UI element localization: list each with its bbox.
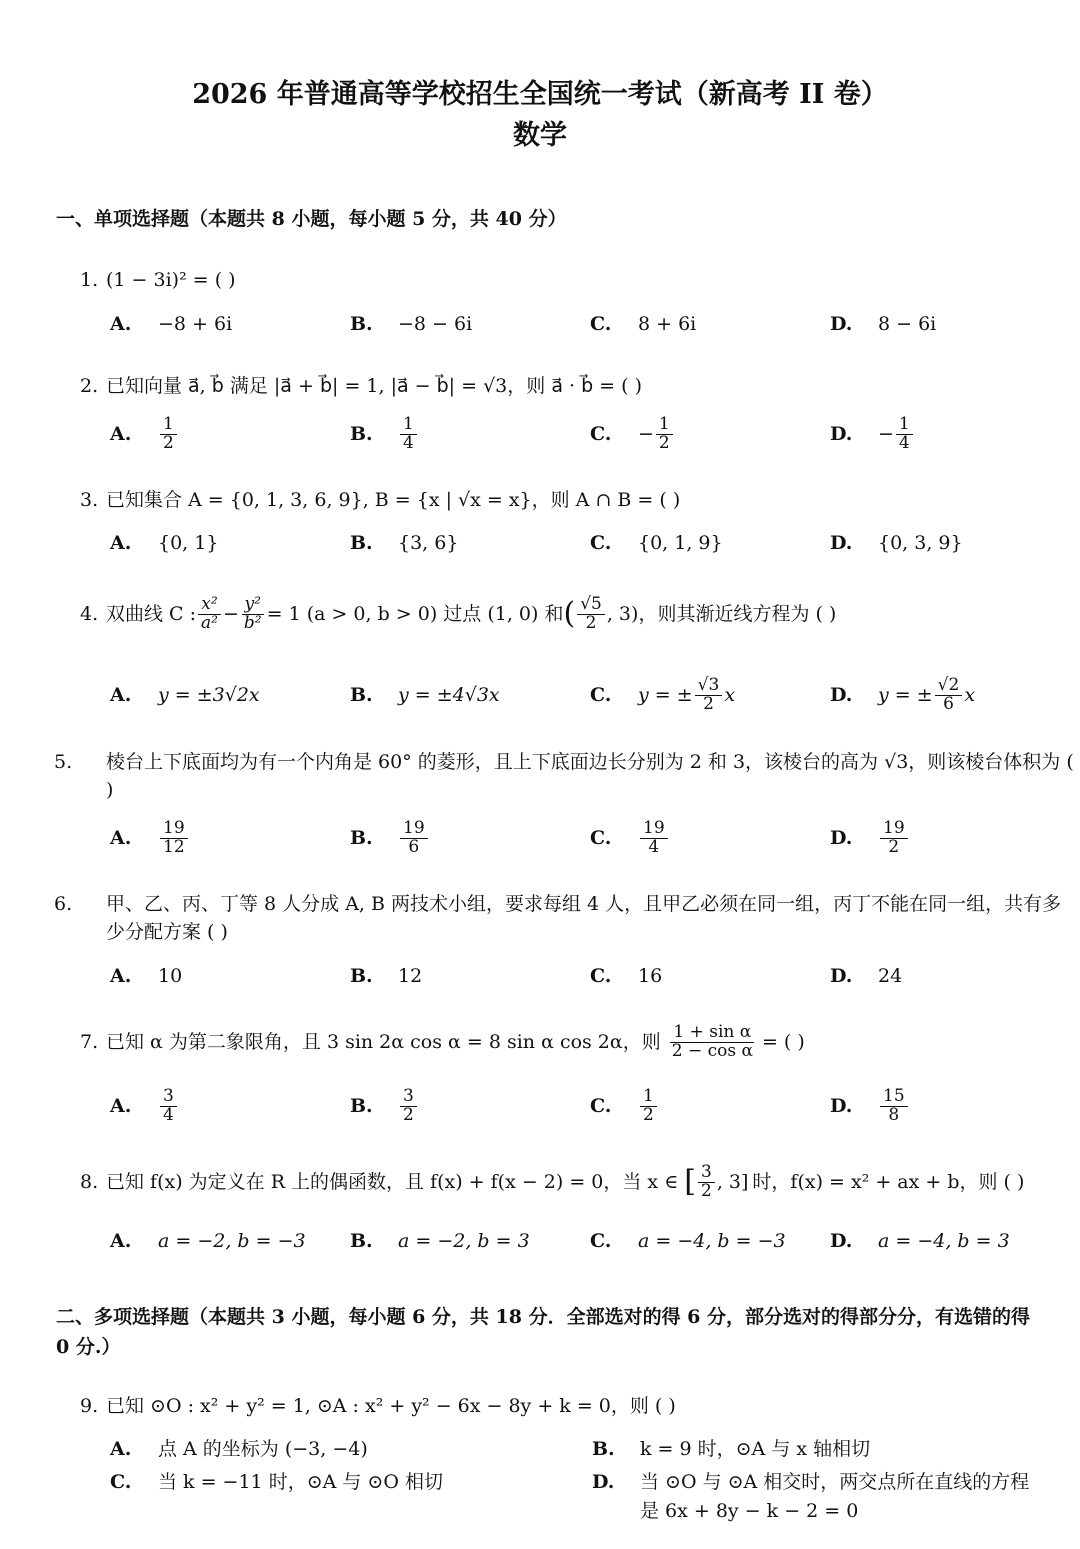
- numerator: 15: [880, 1088, 908, 1107]
- question-number: 8.: [80, 1171, 99, 1194]
- denominator: 2: [703, 693, 714, 714]
- question-stem-part: 已知 f(x) 为定义在 R 上的偶函数，且 f(x) + f(x − 2) = 0，当 x ∈: [106, 1171, 679, 1194]
- option-text: 是 6x + 8y − k − 2 = 0: [640, 1500, 859, 1522]
- interval-rest: , 3]: [716, 1171, 749, 1194]
- question-stem-part: ，则其渐近线方程为 ( ): [638, 603, 837, 626]
- option-label: B.: [350, 827, 373, 849]
- question-stem: (1 − 3i)² = ( ): [106, 269, 236, 291]
- numerator: x²: [198, 596, 220, 615]
- numerator: 1: [656, 416, 673, 435]
- option-a[interactable]: [110, 1221, 306, 1261]
- option-label: A.: [110, 423, 132, 445]
- numerator: 1: [896, 416, 913, 435]
- numerator: √3: [695, 677, 723, 696]
- numerator: 19: [640, 820, 668, 839]
- option-text: 8 + 6i: [638, 313, 697, 335]
- denominator: 4: [648, 836, 660, 857]
- option-c[interactable]: [590, 818, 670, 858]
- option-b[interactable]: [350, 1221, 530, 1261]
- option-label: C.: [590, 1230, 612, 1252]
- option-b[interactable]: [350, 675, 500, 715]
- option-label: C.: [590, 684, 612, 706]
- numerator: 1 + sin α: [670, 1024, 754, 1043]
- hyperbola-y-term: [241, 596, 265, 633]
- option-text: a = −4, b = −3: [638, 1230, 786, 1252]
- option-label: B.: [350, 684, 373, 706]
- option-label: A.: [110, 1438, 132, 1460]
- option-a[interactable]: [110, 523, 218, 563]
- question-stem: 已知集合 A = {0, 1, 3, 6, 9}, B = {x | √x = x}，则 A ∩ B = ( ): [106, 489, 681, 511]
- denominator: 4: [403, 432, 414, 453]
- question-5: [54, 748, 1076, 804]
- option-text: k = 9 时，⊙A 与 x 轴相切: [640, 1438, 871, 1460]
- denominator: 8: [888, 1104, 900, 1125]
- option-label: A.: [110, 684, 132, 706]
- option-label: A.: [110, 965, 132, 987]
- option-a[interactable]: [110, 304, 232, 344]
- hyperbola-x-term: [198, 596, 221, 633]
- question-7-options: [110, 1086, 1060, 1126]
- option-label: D.: [830, 1230, 853, 1252]
- option-label: B.: [350, 532, 373, 554]
- option-fraction: [935, 674, 963, 714]
- denominator: 2: [163, 432, 174, 453]
- option-d[interactable]: [830, 956, 902, 996]
- numerator: 19: [400, 820, 428, 839]
- option-c[interactable]: [590, 1221, 786, 1261]
- option-fraction: [160, 817, 188, 857]
- question-stem: 甲、乙、丙、丁等 8 人分成 A, B 两技术小组，要求每组 4 人，且甲乙必须在同一组，丙丁不能在同一组，共有多少分配方案 ( ): [106, 893, 1062, 943]
- option-fraction: [896, 413, 913, 453]
- denominator: 6: [408, 836, 420, 857]
- option-c[interactable]: [590, 523, 723, 563]
- minus-sign: −: [222, 603, 239, 626]
- denominator: 2: [643, 1104, 654, 1125]
- option-label: C.: [590, 827, 612, 849]
- option-a[interactable]: [110, 414, 179, 454]
- option-c[interactable]: [590, 1086, 659, 1126]
- option-text: 当 ⊙O 与 ⊙A 相交时，两交点所在直线的方程: [640, 1471, 1030, 1493]
- option-label: D.: [830, 965, 853, 987]
- numerator: √2: [935, 677, 963, 696]
- option-label: B.: [350, 423, 373, 445]
- question-2-options: [110, 414, 1060, 454]
- option-label: B.: [350, 1230, 373, 1252]
- denominator: 2: [403, 1104, 414, 1125]
- option-label: C.: [110, 1471, 132, 1493]
- option-a[interactable]: [110, 1086, 179, 1126]
- option-label: D.: [830, 1095, 853, 1117]
- question-stem-part: 时，f(x) = x² + ax + b，则 ( ): [752, 1171, 1025, 1194]
- option-text: 16: [638, 965, 663, 987]
- question-1: [80, 266, 1060, 294]
- option-sign: −: [878, 423, 894, 445]
- option-c[interactable]: [590, 414, 675, 454]
- numerator: 3: [400, 1088, 417, 1107]
- option-label: A.: [110, 532, 132, 554]
- option-a[interactable]: [110, 956, 182, 996]
- question-4-options: [110, 675, 1060, 715]
- option-label: D.: [830, 313, 853, 335]
- option-fraction: [400, 1085, 417, 1125]
- option-label: D.: [830, 684, 853, 706]
- option-fraction: [656, 413, 673, 453]
- question-number: 9.: [80, 1395, 99, 1417]
- denominator: 12: [163, 836, 185, 857]
- option-text: a = −2, b = 3: [398, 1230, 530, 1252]
- option-fraction: [400, 413, 417, 453]
- question-2: [80, 372, 1060, 400]
- denominator: 2 − cos α: [671, 1040, 753, 1061]
- section-2-title: 二、多项选择题（本题共 3 小题，每小题 6 分，共 18 分．全部选对的得 6 分，部分选对的得部分分，有选错的得 0 分.）: [56, 1306, 1031, 1358]
- option-text: {0, 1, 9}: [638, 532, 723, 554]
- denominator: b²: [243, 612, 262, 633]
- option-a[interactable]: [110, 675, 260, 715]
- question-6: [54, 890, 1076, 946]
- option-label: A.: [110, 827, 132, 849]
- option-text: {0, 1}: [158, 532, 219, 554]
- option-text: a = −2, b = −3: [158, 1230, 306, 1252]
- denominator: 6: [943, 693, 954, 714]
- option-d[interactable]: [830, 1086, 910, 1126]
- option-text-suffix: x: [724, 684, 736, 706]
- question-number: 6.: [54, 893, 73, 915]
- option-text: 8 − 6i: [878, 313, 937, 335]
- numerator: 19: [160, 820, 188, 839]
- option-label: A.: [110, 1095, 132, 1117]
- option-b[interactable]: [350, 304, 472, 344]
- option-text: 24: [878, 965, 903, 987]
- question-stem-part: = ( ): [761, 1031, 805, 1054]
- option-label: D.: [830, 532, 853, 554]
- option-text: 10: [158, 965, 183, 987]
- option-text: a = −4, b = 3: [878, 1230, 1010, 1252]
- question-number: 7.: [80, 1031, 99, 1054]
- numerator: 3: [160, 1088, 177, 1107]
- denominator: 2: [658, 432, 670, 453]
- option-text: y = ±: [878, 684, 933, 706]
- option-text: −8 − 6i: [398, 313, 473, 335]
- question-stem: 已知向量 a⃗, b⃗ 满足 |a⃗ + b⃗| = 1, |a⃗ − b⃗| = √3，则 a⃗ · b⃗ = ( ): [106, 375, 642, 397]
- point-rest: , 3): [606, 603, 639, 626]
- option-label: A.: [110, 1230, 132, 1252]
- option-d-continuation: [640, 1496, 858, 1526]
- question-number: 4.: [80, 603, 99, 626]
- option-a[interactable]: [110, 1434, 368, 1464]
- denominator: 4: [163, 1104, 174, 1125]
- option-d[interactable]: [592, 1467, 1029, 1497]
- option-text-suffix: x: [964, 684, 976, 706]
- option-fraction: [640, 1085, 657, 1125]
- option-text: −8 + 6i: [158, 313, 233, 335]
- option-d[interactable]: [830, 1221, 1010, 1261]
- numerator: 1: [160, 416, 177, 435]
- option-text: 当 k = −11 时，⊙A 与 ⊙O 相切: [158, 1471, 443, 1493]
- interval-open-bracket: [: [684, 1164, 696, 1200]
- option-text: y = ±3√2x: [158, 684, 260, 706]
- option-fraction: [400, 817, 428, 857]
- option-b[interactable]: [592, 1434, 870, 1464]
- question-stem-part: 已知 α 为第二象限角，且 3 sin 2α cos α = 8 sin α cos 2α，则: [106, 1031, 661, 1054]
- option-text: 点 A 的坐标为 (−3, −4): [158, 1438, 368, 1460]
- option-c[interactable]: [590, 956, 662, 996]
- option-label: D.: [830, 827, 853, 849]
- option-b[interactable]: [350, 956, 422, 996]
- question-number: 5.: [54, 751, 73, 773]
- option-label: B.: [350, 1095, 373, 1117]
- numerator: √5: [577, 596, 605, 615]
- exam-title: 2026 年普通高等学校招生全国统一考试（新高考 II 卷）: [192, 79, 888, 110]
- question-9: [80, 1392, 1060, 1420]
- question-4: [80, 596, 1060, 633]
- point-open-paren: (: [563, 596, 576, 632]
- option-label: B.: [350, 313, 373, 335]
- question-stem: 棱台上下底面均为有一个内角是 60° 的菱形，且上下底面边长分别为 2 和 3，该棱台的高为 √3，则该棱台体积为 ( ): [106, 751, 1074, 801]
- option-text: {3, 6}: [398, 532, 459, 554]
- numerator: 3: [698, 1164, 715, 1183]
- option-fraction: [695, 674, 723, 714]
- question-5-options: [110, 818, 1060, 858]
- option-label: A.: [110, 313, 132, 335]
- numerator: y²: [242, 596, 264, 615]
- question-number: 3.: [80, 489, 99, 511]
- option-fraction: [640, 817, 668, 857]
- question-number: 2.: [80, 375, 99, 397]
- option-b[interactable]: [350, 523, 458, 563]
- option-text: 12: [398, 965, 423, 987]
- option-c[interactable]: [110, 1467, 443, 1497]
- option-label: D.: [830, 423, 853, 445]
- interval-fraction: [698, 1164, 715, 1201]
- option-label: B.: [592, 1438, 615, 1460]
- section-1-title: 一、单项选择题（本题共 8 小题，每小题 5 分，共 40 分）: [56, 208, 567, 230]
- option-label: C.: [590, 965, 612, 987]
- option-sign: −: [638, 423, 654, 445]
- option-label: C.: [590, 313, 612, 335]
- option-a[interactable]: [110, 818, 190, 858]
- question-1-options: [110, 304, 1060, 344]
- option-fraction: [880, 1085, 908, 1125]
- option-text: y = ±4√3x: [398, 684, 500, 706]
- expression-fraction: [669, 1024, 756, 1061]
- option-d[interactable]: [830, 523, 963, 563]
- option-label: B.: [350, 965, 373, 987]
- numerator: 1: [640, 1088, 657, 1107]
- option-text: {0, 3, 9}: [878, 532, 963, 554]
- question-3: [80, 486, 1060, 514]
- option-c[interactable]: [590, 304, 696, 344]
- option-label: C.: [590, 1095, 612, 1117]
- option-b[interactable]: [350, 1086, 419, 1126]
- denominator: 2: [888, 836, 900, 857]
- question-stem-part: = 1 (a > 0, b > 0) 过点 (1, 0) 和: [266, 603, 564, 626]
- option-fraction: [880, 817, 908, 857]
- option-b[interactable]: [350, 414, 419, 454]
- option-d[interactable]: [830, 414, 915, 454]
- option-label: C.: [590, 532, 612, 554]
- question-8: [80, 1164, 1060, 1201]
- option-d[interactable]: [830, 304, 936, 344]
- option-text: y = ±: [638, 684, 693, 706]
- option-c[interactable]: [590, 675, 735, 715]
- question-stem-part: 双曲线 C :: [106, 603, 197, 626]
- question-8-options: [110, 1221, 1060, 1261]
- question-6-options: [110, 956, 1060, 996]
- numerator: 1: [400, 416, 417, 435]
- option-fraction: [160, 1085, 177, 1125]
- question-7: [80, 1024, 1060, 1061]
- exam-subject: 数学: [513, 120, 567, 151]
- option-label: C.: [590, 423, 612, 445]
- question-number: 1.: [80, 269, 99, 291]
- numerator: 19: [880, 820, 908, 839]
- question-stem: 已知 ⊙O : x² + y² = 1, ⊙A : x² + y² − 6x − 8y + k = 0，则 ( ): [106, 1395, 676, 1417]
- denominator: 2: [700, 1180, 712, 1201]
- denominator: a²: [201, 612, 218, 633]
- option-label: D.: [592, 1471, 615, 1493]
- option-d[interactable]: [830, 818, 910, 858]
- option-b[interactable]: [350, 818, 430, 858]
- option-d[interactable]: [830, 675, 975, 715]
- denominator: 2: [585, 612, 597, 633]
- question-3-options: [110, 523, 1060, 563]
- denominator: 4: [898, 432, 910, 453]
- point-x-fraction: [577, 596, 605, 633]
- option-fraction: [160, 413, 177, 453]
